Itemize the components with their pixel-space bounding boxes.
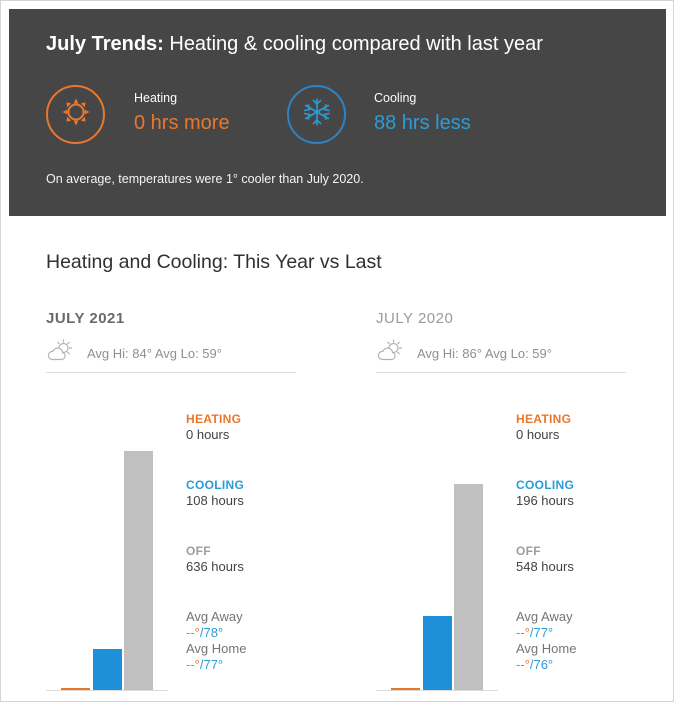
avg-home-value (516, 657, 656, 673)
heating-delta-value: 0 hrs more (134, 112, 230, 134)
legend-group-cooling (186, 477, 326, 509)
column-header-july-2020: JULY 2020 (376, 310, 454, 327)
avg-away-setpoint: /77° (529, 625, 554, 640)
bar-heating (61, 688, 90, 690)
bar-cooling (93, 649, 122, 690)
heating-label: Heating (134, 91, 178, 105)
bar-off (124, 451, 153, 690)
partly-cloudy-icon (376, 338, 404, 369)
legend-group-cooling (516, 477, 656, 509)
avg-home-label: Avg Home (186, 641, 247, 656)
avg-home-setpoint: /76° (529, 657, 554, 672)
temperature-comparison-note: On average, temperatures were 1° cooler than July 2020. (46, 172, 364, 186)
avg-home-current: --° (516, 657, 530, 672)
weather-summary-2021 (46, 338, 222, 369)
snowflake-icon (302, 97, 332, 132)
chart-legend-2021 (186, 411, 326, 673)
bar-chart-2021 (46, 400, 168, 691)
cooling-delta-value: 88 hrs less (374, 112, 471, 134)
cooling-label: Cooling (374, 91, 417, 105)
legend-group-heating (186, 411, 326, 443)
avg-home-setpoint: /77° (199, 657, 224, 672)
weather-summary-2020 (376, 338, 552, 369)
heating-icon-ring (46, 85, 105, 144)
legend-off-value: 636 hours (186, 559, 244, 574)
bar-heating (391, 688, 420, 690)
legend-group-averages (186, 609, 326, 673)
avg-home-current: --° (186, 657, 200, 672)
avg-home-label: Avg Home (516, 641, 577, 656)
avg-away-current: --° (516, 625, 530, 640)
legend-off-value: 548 hours (516, 559, 574, 574)
weather-text-2021: Avg Hi: 84° Avg Lo: 59° (87, 346, 222, 361)
legend-off-label: OFF (516, 544, 541, 558)
avg-away-current: --° (186, 625, 200, 640)
chart-legend-2020 (516, 411, 656, 673)
legend-cooling-label: COOLING (516, 478, 575, 492)
avg-away-value (186, 625, 326, 641)
legend-group-off (186, 543, 326, 575)
bar-chart-2020 (376, 400, 498, 691)
chart-axis (376, 690, 498, 691)
bar-off (454, 484, 483, 690)
column-header-july-2021: JULY 2021 (46, 310, 125, 327)
page-title-rest: Heating & cooling compared with last year (163, 33, 543, 55)
legend-heating-label: HEATING (516, 412, 572, 426)
column-divider (46, 372, 296, 373)
avg-home-value (186, 657, 326, 673)
legend-off-label: OFF (186, 544, 211, 558)
weather-text-2020: Avg Hi: 86° Avg Lo: 59° (417, 346, 552, 361)
avg-away-label: Avg Away (516, 609, 573, 624)
legend-cooling-value: 196 hours (516, 493, 574, 508)
hero-panel (9, 9, 666, 216)
partly-cloudy-icon (46, 338, 74, 369)
legend-group-off (516, 543, 656, 575)
column-divider (376, 372, 626, 373)
page-title (46, 33, 543, 56)
chart-axis (46, 690, 168, 691)
legend-cooling-value: 108 hours (186, 493, 244, 508)
avg-away-setpoint: /78° (199, 625, 224, 640)
section-title: Heating and Cooling: This Year vs Last (46, 251, 382, 273)
legend-cooling-label: COOLING (186, 478, 245, 492)
cooling-icon-ring (287, 85, 346, 144)
legend-group-averages (516, 609, 656, 673)
sun-icon (60, 96, 92, 133)
page-title-emphasis: July Trends: (46, 33, 164, 55)
bar-cooling (423, 616, 452, 690)
legend-heating-label: HEATING (186, 412, 242, 426)
legend-heating-value: 0 hours (186, 427, 230, 442)
legend-group-heating (516, 411, 656, 443)
avg-away-value (516, 625, 656, 641)
avg-away-label: Avg Away (186, 609, 243, 624)
legend-heating-value: 0 hours (516, 427, 560, 442)
